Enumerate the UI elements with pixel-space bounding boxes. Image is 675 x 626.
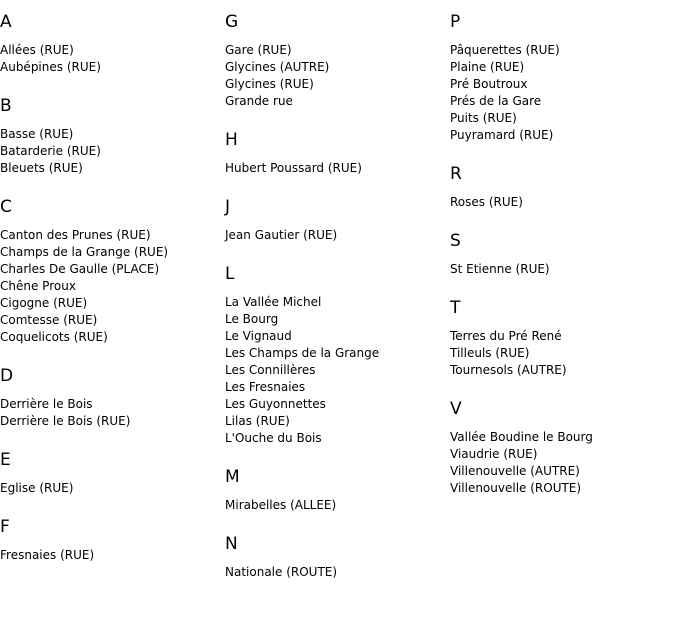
letter-group — [450, 12, 675, 144]
letter-group — [450, 298, 675, 379]
street-link[interactable]: Cigogne (RUE) — [0, 296, 88, 310]
street-link[interactable]: Fresnaies (RUE) — [0, 548, 95, 562]
street-list — [225, 42, 450, 110]
letter-group — [225, 12, 450, 110]
letter-heading: T — [450, 298, 461, 318]
index-column-3 — [450, 0, 675, 517]
letter-group — [0, 12, 225, 76]
street-link[interactable]: Plaine (RUE) — [450, 60, 525, 74]
letter-group — [225, 130, 450, 177]
letter-group — [0, 96, 225, 177]
letter-heading: J — [225, 197, 231, 217]
street-link[interactable]: Puyramard (RUE) — [450, 128, 554, 142]
street-link[interactable]: St Etienne (RUE) — [450, 262, 550, 276]
letter-heading: R — [450, 164, 462, 184]
street-link[interactable]: Prés de la Gare — [450, 94, 542, 108]
street-link[interactable]: Pré Boutroux — [450, 77, 528, 91]
street-link[interactable]: L'Ouche du Bois — [225, 431, 322, 445]
street-link[interactable]: La Vallée Michel — [225, 295, 322, 309]
letter-group — [225, 467, 450, 514]
letter-heading: E — [0, 450, 11, 470]
street-link[interactable]: Les Connillères — [225, 363, 316, 377]
street-list — [225, 497, 450, 514]
street-list — [0, 480, 225, 497]
street-link[interactable]: Les Fresnaies — [225, 380, 306, 394]
street-link[interactable]: Allées (RUE) — [0, 43, 74, 57]
street-link[interactable]: Canton des Prunes (RUE) — [0, 228, 151, 242]
letter-heading: L — [225, 264, 235, 284]
street-list — [450, 42, 675, 144]
street-list — [450, 194, 675, 211]
street-link[interactable]: Gare (RUE) — [225, 43, 292, 57]
letter-heading: N — [225, 534, 238, 554]
street-link[interactable]: Glycines (AUTRE) — [225, 60, 330, 74]
street-list — [225, 564, 450, 581]
index-column-1 — [0, 0, 225, 584]
street-link[interactable]: Les Guyonnettes — [225, 397, 326, 411]
letter-heading: H — [225, 130, 238, 150]
street-link[interactable]: Terres du Pré René — [450, 329, 562, 343]
street-link[interactable]: Eglise (RUE) — [0, 481, 74, 495]
letter-group — [0, 366, 225, 430]
street-link[interactable]: Pâquerettes (RUE) — [450, 43, 560, 57]
street-list — [0, 42, 225, 76]
street-link[interactable]: Villenouvelle (ROUTE) — [450, 481, 582, 495]
letter-group — [450, 231, 675, 278]
street-link[interactable]: Champs de la Grange (RUE) — [0, 245, 169, 259]
street-link[interactable]: Batarderie (RUE) — [0, 144, 101, 158]
street-link[interactable]: Viaudrie (RUE) — [450, 447, 538, 461]
street-link[interactable]: Villenouvelle (AUTRE) — [450, 464, 580, 478]
street-link[interactable]: Le Bourg — [225, 312, 279, 326]
street-link[interactable]: Les Champs de la Grange — [225, 346, 380, 360]
letter-group — [450, 399, 675, 497]
street-link[interactable]: Jean Gautier (RUE) — [225, 228, 338, 242]
street-link[interactable]: Lilas (RUE) — [225, 414, 290, 428]
letter-group — [225, 534, 450, 581]
street-link[interactable]: Basse (RUE) — [0, 127, 74, 141]
letter-heading: D — [0, 366, 14, 386]
letter-group — [225, 264, 450, 447]
street-link[interactable]: Coquelicots (RUE) — [0, 330, 108, 344]
street-link[interactable]: Derrière le Bois (RUE) — [0, 414, 131, 428]
street-link[interactable]: Tilleuls (RUE) — [450, 346, 530, 360]
street-link[interactable]: Tournesols (AUTRE) — [450, 363, 567, 377]
letter-group — [0, 517, 225, 564]
street-link[interactable]: Comtesse (RUE) — [0, 313, 98, 327]
street-list — [225, 294, 450, 447]
letter-group — [225, 197, 450, 244]
letter-group — [0, 450, 225, 497]
street-link[interactable]: Grande rue — [225, 94, 293, 108]
street-link[interactable]: Vallée Boudine le Bourg — [450, 430, 593, 444]
street-link[interactable]: Bleuets (RUE) — [0, 161, 83, 175]
street-list — [0, 396, 225, 430]
street-list — [225, 160, 450, 177]
street-list — [0, 227, 225, 346]
street-link[interactable]: Hubert Poussard (RUE) — [225, 161, 362, 175]
street-link[interactable]: Puits (RUE) — [450, 111, 517, 125]
letter-heading: G — [225, 12, 239, 32]
street-list — [450, 328, 675, 379]
street-link[interactable]: Glycines (RUE) — [225, 77, 314, 91]
street-list — [0, 126, 225, 177]
street-link[interactable]: Charles De Gaulle (PLACE) — [0, 262, 160, 276]
street-list — [450, 261, 675, 278]
street-link[interactable]: Nationale (ROUTE) — [225, 565, 338, 579]
letter-heading: P — [450, 12, 461, 32]
street-list — [0, 547, 225, 564]
index-column-2 — [225, 0, 450, 601]
street-list — [450, 429, 675, 497]
street-link[interactable]: Roses (RUE) — [450, 195, 523, 209]
street-link[interactable]: Derrière le Bois — [0, 397, 93, 411]
letter-heading: V — [450, 399, 462, 419]
street-link[interactable]: Chêne Proux — [0, 279, 76, 293]
letter-heading: C — [0, 197, 12, 217]
letter-heading: M — [225, 467, 240, 487]
street-list — [225, 227, 450, 244]
letter-heading: S — [450, 231, 461, 251]
street-link[interactable]: Le Vignaud — [225, 329, 292, 343]
letter-heading: B — [0, 96, 12, 116]
letter-heading: A — [0, 12, 12, 32]
street-link[interactable]: Aubépines (RUE) — [0, 60, 101, 74]
letter-group — [0, 197, 225, 346]
letter-group — [450, 164, 675, 211]
letter-heading: F — [0, 517, 10, 537]
street-link[interactable]: Mirabelles (ALLEE) — [225, 498, 337, 512]
